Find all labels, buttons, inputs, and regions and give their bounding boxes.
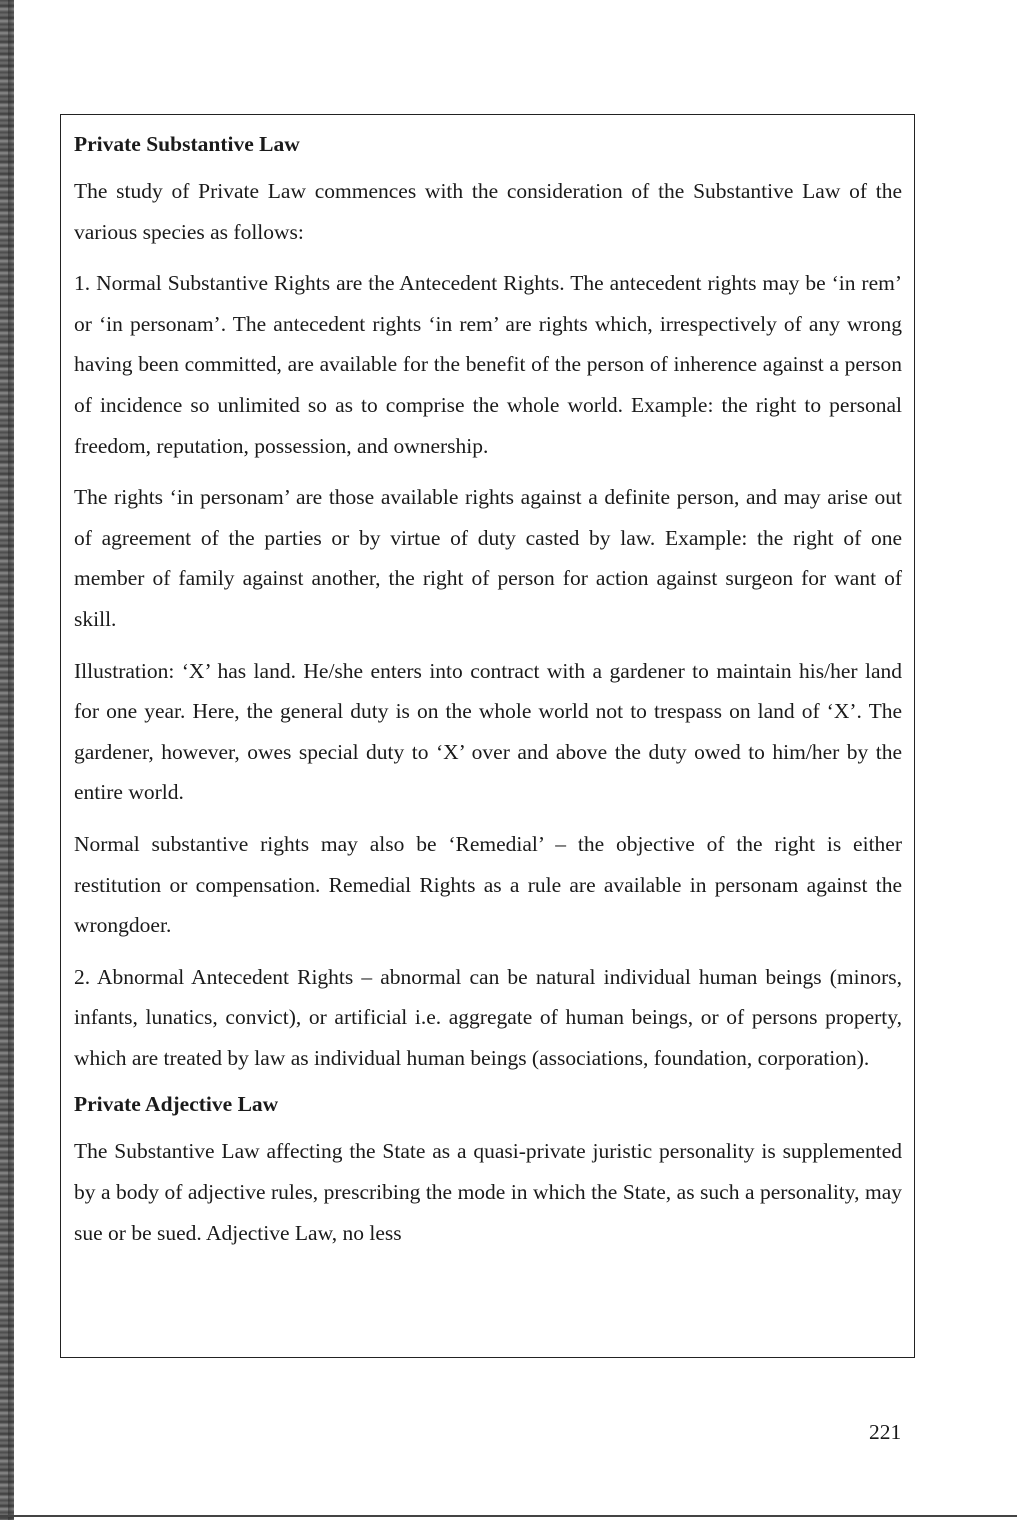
bordered-text-box xyxy=(60,114,915,1358)
section-heading-private-adjective-law: Private Adjective Law xyxy=(74,1092,279,1117)
book-binding-edge xyxy=(0,0,14,1520)
page-number: 221 xyxy=(869,1420,902,1444)
intro-paragraph: The study of Private Law commences with the consideration of the Substantive Law of the various species as follows: xyxy=(74,179,902,244)
paragraph-abnormal-antecedent-rights: 2. Abnormal Antecedent Rights – abnormal can be natural individual human beings (minors, infants, lunatics, convict), or artificial i.e. aggregate of human beings, or of persons property, which are treated by law as individual human beings (associations, foundation, corporation). xyxy=(74,964,902,1070)
paragraph-normal-substantive-rights: 1. Normal Substantive Rights are the Antecedent Rights. The antecedent rights may be ‘in rem’ or ‘in personam’. The antecedent rights ‘in rem’ are rights which, irrespectively of any wrong having been committed, are available for the benefit of the person of inherence against a person of incidence so unlimited so as to comprise the whole world. Example: the right to personal freedom, reputation, possession, and ownership. xyxy=(74,271,902,458)
paragraph-adjective-law: The Substantive Law affecting the State as a quasi-private juristic personality is supplemented by a body of adjective rules, prescribing the mode in which the State, as such a personality, may sue or be sued. Adjective Law, no less xyxy=(74,1139,902,1245)
page-bottom-edge xyxy=(0,1515,1017,1517)
paragraph-remedial-rights: Normal substantive rights may also be ‘Remedial’ – the objective of the right is either restitution or compensation. Remedial Rights as a rule are available in personam against the wrongdoer. xyxy=(74,831,902,938)
paragraph-rights-in-personam: The rights ‘in personam’ are those available rights against a definite person, and may arise out of agreement of the parties or by virtue of duty casted by law. Example: the right of one member of family against another, the right of person for action against surgeon for want of skill. xyxy=(74,485,902,631)
paragraph-illustration: Illustration: ‘X’ has land. He/she enters into contract with a gardener to maintain his/her land for one year. Here, the general duty is on the whole world not to trespass on land of ‘X’. The gardener, however, owes special duty to ‘X’ over and above the duty owed to him/her by the entire world. xyxy=(74,658,902,805)
section-heading-private-substantive-law: Private Substantive Law xyxy=(74,132,300,156)
